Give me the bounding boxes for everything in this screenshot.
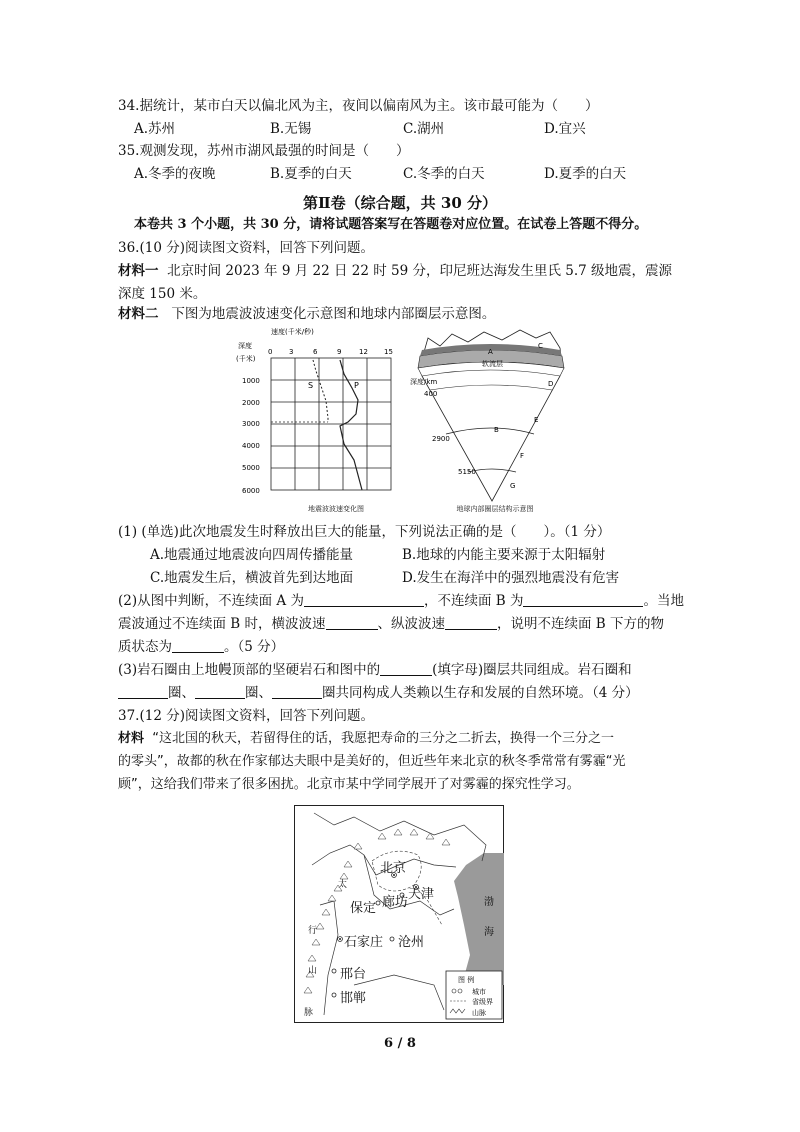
mountain-label-mai: 脉 [304, 1008, 314, 1018]
part2-text-b: ，不连续面 B 为 [423, 593, 524, 609]
north-china-map [294, 805, 504, 1023]
layer-label-c: C [538, 342, 543, 350]
q34-stem: 34.据统计，某市白天以偏北风为主，夜间以偏南风为主。该市最可能为（ ） [118, 98, 599, 114]
depth-2900: 2900 [432, 435, 450, 443]
s-wave-label: S [308, 381, 314, 390]
q34-option-a: A.苏州 [134, 121, 176, 137]
q36-part1-option-a: A.地震通过地震波向四周传播能量 [150, 547, 354, 563]
q37-stem: 37.(12 分)阅读图文资料，回答下列问题。 [118, 708, 374, 724]
q34-option-b: B.无锡 [270, 121, 312, 137]
part3-text-a: (3)岩石圈由上地幔顶部的坚硬岩石和图中的 [118, 662, 381, 678]
part3-text-b: (填字母)圈层共同组成。岩石圈和 [432, 662, 632, 678]
earth-structure-figure [410, 326, 570, 516]
x-tick-3: 3 [289, 348, 294, 356]
depth-400: 400 [424, 390, 438, 398]
q36-part2-line2 [118, 614, 664, 634]
seismic-velocity-figure [236, 326, 406, 516]
part2-text-a: (2)从图中判断，不连续面 A 为 [118, 593, 304, 609]
city-handan: 邯郸 [340, 991, 367, 1006]
q35-option-a: A.冬季的夜晚 [134, 166, 216, 182]
blank-matter-state[interactable] [172, 638, 224, 653]
y-tick-5000: 5000 [242, 464, 260, 472]
q36-part2-line3 [118, 637, 284, 657]
section2-note: 本卷共 3 个小题，共 30 分，请将试题答案写在答题卷对应位置。在试卷上答题不得分。 [134, 217, 648, 232]
q36-material-2 [118, 304, 495, 324]
legend-boundary: 省级界 [472, 998, 493, 1006]
depth-axis-label: 深度 [238, 342, 252, 350]
q35-stem: 35.观测发现，苏州市湖风最强的时间是（ ） [118, 143, 410, 159]
material-1-label: 材料一 [118, 263, 159, 279]
mountain-label-hang: 行 [308, 926, 318, 936]
blank-sphere-1[interactable] [118, 684, 168, 699]
q36-part1-option-b: B.地球的内能主要来源于太阳辐射 [402, 547, 606, 563]
depth-unit-label: (千米) [236, 355, 256, 363]
layer-label-d: D [548, 380, 554, 388]
structure-figure-caption: 地球内部圈层结构示意图 [456, 505, 534, 513]
velocity-figure-caption: 地震波波速变化图 [308, 505, 364, 513]
soft-layer-label: 软流层 [482, 360, 503, 368]
part3-text-e: 圈共同构成人类赖以生存和发展的自然环境。（4 分） [322, 685, 639, 701]
q37-material-line1 [118, 729, 614, 749]
blank-layer-letter[interactable] [380, 661, 432, 676]
layer-label-g: G [510, 482, 516, 490]
x-tick-12: 12 [359, 348, 368, 356]
y-tick-4000: 4000 [242, 442, 260, 450]
speed-axis-label: 速度(千米/秒) [271, 328, 314, 336]
y-tick-6000: 6000 [242, 487, 260, 495]
city-langfang: 廊坊 [382, 895, 409, 910]
part3-text-c: 圈、 [168, 685, 195, 701]
mountain-label-shan: 山 [308, 966, 318, 976]
city-xingtai: 邢台 [340, 967, 367, 982]
p-wave-label: P [354, 381, 359, 390]
q36-part1-stem: (1) (单选)此次地震发生时释放出巨大的能量，下列说法正确的是（ ）。（1 分） [118, 524, 611, 540]
q36-part3-line2 [118, 683, 639, 703]
depth-km-label: 深度/km [410, 378, 438, 386]
part2-text-e: 、纵波波速 [377, 616, 446, 632]
blank-sphere-3[interactable] [272, 684, 322, 699]
material-1-line2: 深度 150 米。 [118, 286, 207, 302]
city-beijing: 北京 [380, 861, 407, 876]
part3-text-d: 圈、 [245, 685, 272, 701]
page-number: 6 / 8 [384, 1036, 416, 1051]
depth-5150: 5150 [458, 468, 476, 476]
sea-label-bo: 渤 [484, 897, 494, 908]
sea-label-hai: 海 [484, 927, 494, 938]
q36-part1-option-d: D.发生在海洋中的强烈地震没有危害 [402, 570, 620, 586]
q37-material-label: 材料 [118, 731, 145, 746]
x-tick-15: 15 [384, 348, 393, 356]
material-1-line1: 北京时间 2023 年 9 月 22 日 22 时 59 分，印尼班达海发生里氏 5.7 级地震，震源 [167, 263, 673, 279]
blank-discontinuity-b[interactable] [523, 592, 643, 607]
y-tick-3000: 3000 [242, 420, 260, 428]
q34-option-d: D.宜兴 [544, 121, 586, 137]
part2-text-g: 质状态为 [118, 639, 172, 655]
q37-material-line3: 顾”，这给我们带来了很多困扰。北京市某中学同学展开了对雾霾的探究性学习。 [118, 777, 580, 792]
q36-part2-line1 [118, 591, 684, 611]
q36-material-1 [118, 261, 672, 281]
q37-material-line2: 的零头”，故都的秋在作家郁达夫眼中是美好的，但近些年来北京的秋冬季常常有雾霾“光 [118, 754, 626, 769]
x-tick-9: 9 [337, 348, 342, 356]
part2-text-h: 。（5 分） [224, 639, 285, 655]
blank-s-wave-speed[interactable] [326, 615, 378, 630]
blank-sphere-2[interactable] [195, 684, 245, 699]
city-shijiazhuang: 石家庄 [344, 935, 384, 950]
q35-option-d: D.夏季的白天 [544, 166, 627, 182]
mountain-label-tai: 太 [338, 880, 348, 890]
section2-title: 第Ⅱ卷（综合题，共 30 分） [303, 194, 497, 212]
q36-part3-line1 [118, 660, 632, 680]
q35-option-b: B.夏季的白天 [270, 166, 352, 182]
city-baoding: 保定 [350, 901, 377, 916]
part2-text-f: ，说明不连续面 B 下方的物 [497, 616, 665, 632]
part2-text-c: 。当地 [643, 593, 684, 609]
q34-option-c: C.湖州 [403, 121, 445, 137]
material-2-text: 下图为地震波波速变化示意图和地球内部圈层示意图。 [171, 306, 496, 322]
layer-label-b: B [494, 426, 499, 434]
x-tick-6: 6 [313, 348, 318, 356]
material-2-label: 材料二 [118, 306, 159, 322]
layer-label-a: A [488, 348, 493, 356]
legend-mountain: 山脉 [472, 1009, 486, 1017]
layer-label-f: F [520, 452, 525, 460]
city-cangzhou: 沧州 [398, 935, 425, 950]
x-tick-0: 0 [268, 348, 273, 356]
layer-label-e: E [534, 416, 539, 424]
blank-p-wave-speed[interactable] [445, 615, 497, 630]
legend-city: 城市 [472, 988, 486, 996]
part2-text-d: 震波通过不连续面 B 时，横波波速 [118, 616, 326, 632]
blank-discontinuity-a[interactable] [304, 592, 424, 607]
q37-material-text1: “这北国的秋天，若留得住的话，我愿把寿命的三分之二折去，换得一个三分之一 [152, 731, 615, 746]
y-tick-1000: 1000 [242, 377, 260, 385]
y-tick-2000: 2000 [242, 399, 260, 407]
legend-title: 图 例 [458, 976, 475, 984]
q35-option-c: C.冬季的白天 [403, 166, 485, 182]
q36-stem: 36.(10 分)阅读图文资料，回答下列问题。 [118, 240, 374, 256]
q36-part1-option-c: C.地震发生后，横波首先到达地面 [150, 570, 354, 586]
city-tianjin: 天津 [408, 887, 435, 902]
